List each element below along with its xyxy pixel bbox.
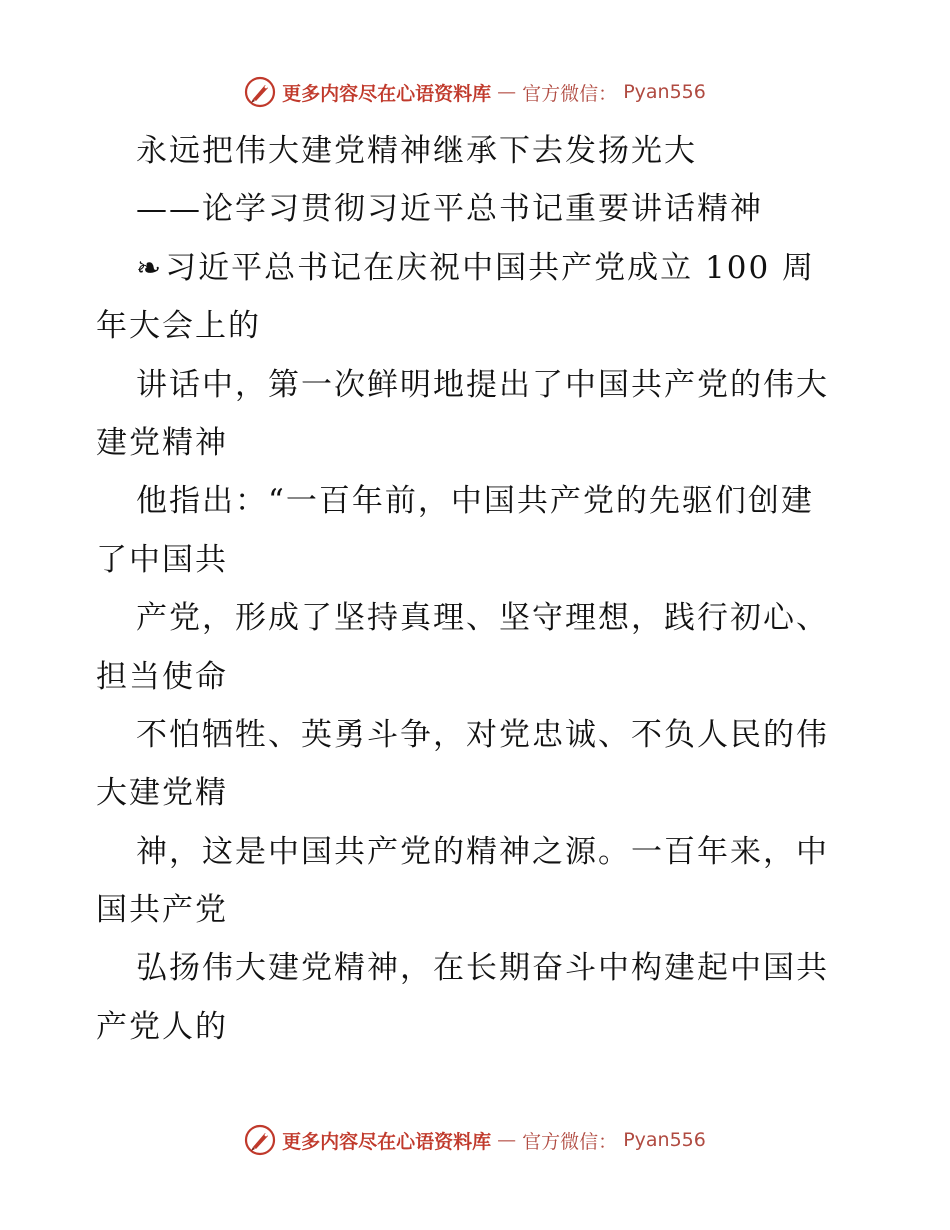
- paragraph-line: 弘扬伟大建党精神，在长期奋斗中构建起中国共: [136, 950, 829, 987]
- paragraph-line: 讲话中，第一次鲜明地提出了中国共产党的伟大: [136, 366, 829, 403]
- paragraph-line: 了中国共: [96, 541, 228, 578]
- paragraph-line: 产党人的: [96, 1008, 228, 1045]
- document-subtitle: ——论学习贯彻习近平总书记重要讲话精神: [136, 191, 763, 228]
- paragraph-line: 国共产党: [96, 892, 228, 929]
- paragraph-line: 担当使命: [96, 658, 228, 695]
- footer-banner: [0, 1120, 950, 1160]
- header-banner: [0, 72, 950, 112]
- banner-separator: —: [497, 1129, 517, 1151]
- quill-pen-logo-icon: [244, 1124, 276, 1156]
- banner-separator: —: [497, 81, 517, 103]
- paragraph-line: 建党精神: [96, 424, 228, 461]
- paragraph-line-text: 习近平总书记在庆祝中国共产党成立 100 周: [165, 249, 816, 286]
- paragraph-line: [96, 239, 856, 297]
- quill-pen-logo-icon: [244, 76, 276, 108]
- wechat-label: 官方微信：: [522, 82, 618, 105]
- paragraph-line: 年大会上的: [96, 308, 261, 345]
- document-title: 永远把伟大建党精神继承下去发扬光大: [136, 133, 697, 169]
- document-body: [96, 122, 856, 1056]
- decorative-flourish-icon: ❧: [136, 250, 164, 286]
- wechat-id: Pyan556: [623, 81, 706, 103]
- paragraph-line: 他指出：“一百年前，中国共产党的先驱们创建: [136, 483, 814, 520]
- paragraph-line: 大建党精: [96, 775, 228, 812]
- wechat-label: 官方微信：: [522, 1130, 618, 1153]
- site-name-text: 更多内容尽在心语资料库: [282, 1130, 492, 1153]
- paragraph-line: 不怕牺牲、英勇斗争，对党忠诚、不负人民的伟: [136, 716, 829, 753]
- paragraph-line: 神，这是中国共产党的精神之源。一百年来，中: [136, 833, 829, 870]
- paragraph-line: 产党，形成了坚持真理、坚守理想，践行初心、: [136, 600, 829, 637]
- site-name-text: 更多内容尽在心语资料库: [282, 82, 492, 105]
- wechat-id: Pyan556: [623, 1129, 706, 1151]
